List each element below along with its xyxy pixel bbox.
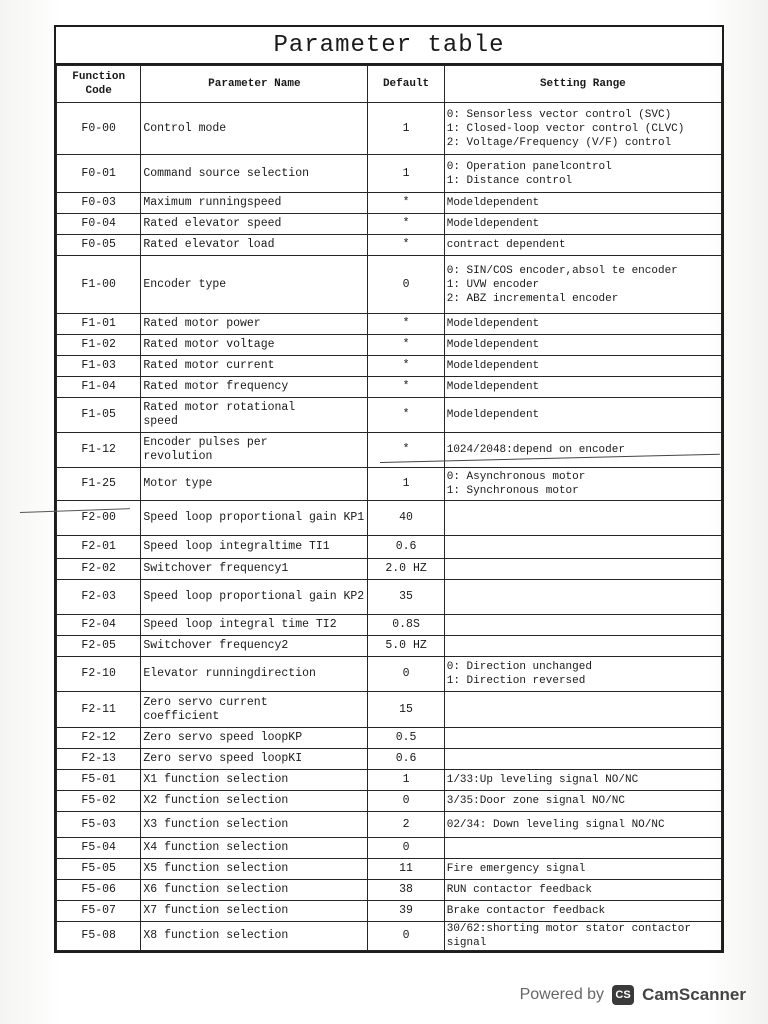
cell-setting-range xyxy=(444,536,721,559)
cell-default: 39 xyxy=(368,901,444,922)
cell-function-code: F0-04 xyxy=(57,214,141,235)
cell-setting-range: 0: Operation panelcontrol 1: Distance control xyxy=(444,155,721,193)
cell-default: 0.5 xyxy=(368,728,444,749)
cell-parameter-name: X3 function selection xyxy=(141,812,368,838)
cell-default: 40 xyxy=(368,501,444,536)
table-row xyxy=(57,468,722,501)
cell-default: 35 xyxy=(368,580,444,615)
cell-function-code: F1-01 xyxy=(57,314,141,335)
table-row xyxy=(57,559,722,580)
cell-function-code: F1-03 xyxy=(57,356,141,377)
cell-parameter-name: X5 function selection xyxy=(141,859,368,880)
cell-setting-range: Modeldependent xyxy=(444,335,721,356)
cell-function-code: F0-03 xyxy=(57,193,141,214)
cell-function-code: F2-11 xyxy=(57,692,141,728)
table-row xyxy=(57,536,722,559)
cell-default: 38 xyxy=(368,880,444,901)
cell-default: * xyxy=(368,193,444,214)
table-row xyxy=(57,657,722,692)
cell-setting-range: 0: Asynchronous motor 1: Synchronous motor xyxy=(444,468,721,501)
cell-default: 15 xyxy=(368,692,444,728)
cell-function-code: F1-05 xyxy=(57,398,141,433)
cell-default: 1 xyxy=(368,155,444,193)
table-row xyxy=(57,838,722,859)
cell-setting-range: Modeldependent xyxy=(444,214,721,235)
cell-setting-range: 02/34: Down leveling signal NO/NC xyxy=(444,812,721,838)
cell-setting-range xyxy=(444,749,721,770)
table-row xyxy=(57,256,722,314)
cell-setting-range: Modeldependent xyxy=(444,193,721,214)
cell-function-code: F2-13 xyxy=(57,749,141,770)
cell-setting-range xyxy=(444,692,721,728)
cell-default: 2.0 HZ xyxy=(368,559,444,580)
cell-default: 0 xyxy=(368,838,444,859)
cell-parameter-name: Rated motor current xyxy=(141,356,368,377)
cell-setting-range: 3/35:Door zone signal NO/NC xyxy=(444,791,721,812)
cell-default: 11 xyxy=(368,859,444,880)
cell-parameter-name: Speed loop proportional gain KP2 xyxy=(141,580,368,615)
table-row xyxy=(57,812,722,838)
table-row xyxy=(57,501,722,536)
cell-parameter-name: Speed loop integraltime TI1 xyxy=(141,536,368,559)
cell-parameter-name: Maximum runningspeed xyxy=(141,193,368,214)
cell-parameter-name: X4 function selection xyxy=(141,838,368,859)
cell-function-code: F1-04 xyxy=(57,377,141,398)
cell-setting-range xyxy=(444,838,721,859)
cell-function-code: F2-00 xyxy=(57,501,141,536)
table-body xyxy=(57,103,722,951)
cell-setting-range: Brake contactor feedback xyxy=(444,901,721,922)
cell-setting-range: 0: Direction unchanged 1: Direction reversed xyxy=(444,657,721,692)
cell-default: 1 xyxy=(368,770,444,791)
cell-function-code: F0-05 xyxy=(57,235,141,256)
table-row xyxy=(57,636,722,657)
cell-setting-range xyxy=(444,580,721,615)
cell-default: * xyxy=(368,377,444,398)
cell-setting-range: RUN contactor feedback xyxy=(444,880,721,901)
table-row xyxy=(57,235,722,256)
table-row xyxy=(57,692,722,728)
cell-default: 5.0 HZ xyxy=(368,636,444,657)
cell-parameter-name: X2 function selection xyxy=(141,791,368,812)
cell-default: 0 xyxy=(368,256,444,314)
table-row xyxy=(57,398,722,433)
cell-default: * xyxy=(368,235,444,256)
cell-setting-range xyxy=(444,501,721,536)
cell-parameter-name: X7 function selection xyxy=(141,901,368,922)
cell-function-code: F5-06 xyxy=(57,880,141,901)
cell-parameter-name: Encoder pulses per revolution xyxy=(141,433,368,468)
cell-setting-range: Modeldependent xyxy=(444,314,721,335)
table-row xyxy=(57,335,722,356)
cell-function-code: F0-00 xyxy=(57,103,141,155)
cell-parameter-name: Zero servo current coefficient xyxy=(141,692,368,728)
cell-parameter-name: Speed loop proportional gain KP1 xyxy=(141,501,368,536)
header-function-code: Function Code xyxy=(57,66,141,103)
table-row xyxy=(57,214,722,235)
table-row xyxy=(57,922,722,951)
table-row xyxy=(57,193,722,214)
page-title: Parameter table xyxy=(56,27,722,65)
cell-setting-range: 30/62:shorting motor stator contactor signal xyxy=(444,922,721,951)
cell-parameter-name: X6 function selection xyxy=(141,880,368,901)
cell-function-code: F1-12 xyxy=(57,433,141,468)
table-row xyxy=(57,901,722,922)
cell-default: 2 xyxy=(368,812,444,838)
table-header-row xyxy=(57,66,722,103)
header-default: Default xyxy=(368,66,444,103)
cell-default: 1 xyxy=(368,103,444,155)
cell-setting-range: 0: Sensorless vector control (SVC) 1: Closed-loop vector control (CLVC) 2: Voltage/Frequency (V/F) control xyxy=(444,103,721,155)
cell-default: 0.6 xyxy=(368,536,444,559)
cell-parameter-name: X1 function selection xyxy=(141,770,368,791)
cell-function-code: F1-25 xyxy=(57,468,141,501)
cell-default: * xyxy=(368,433,444,468)
cell-parameter-name: Motor type xyxy=(141,468,368,501)
cell-function-code: F2-05 xyxy=(57,636,141,657)
powered-by-text: Powered by xyxy=(519,986,605,1003)
table-row xyxy=(57,859,722,880)
cell-parameter-name: Command source selection xyxy=(141,155,368,193)
cell-function-code: F2-12 xyxy=(57,728,141,749)
cell-parameter-name: Rated elevator load xyxy=(141,235,368,256)
cell-default: 0 xyxy=(368,922,444,951)
table-row xyxy=(57,580,722,615)
cell-function-code: F2-04 xyxy=(57,615,141,636)
table-row xyxy=(57,791,722,812)
header-setting-range: Setting Range xyxy=(444,66,721,103)
header-parameter-name: Parameter Name xyxy=(141,66,368,103)
cell-setting-range: Modeldependent xyxy=(444,356,721,377)
cell-parameter-name: Elevator runningdirection xyxy=(141,657,368,692)
cell-function-code: F2-10 xyxy=(57,657,141,692)
cell-parameter-name: Rated motor frequency xyxy=(141,377,368,398)
cell-parameter-name: Rated motor power xyxy=(141,314,368,335)
cell-default: 0 xyxy=(368,791,444,812)
cell-default: 1 xyxy=(368,468,444,501)
cell-parameter-name: Rated motor voltage xyxy=(141,335,368,356)
camscanner-watermark xyxy=(520,985,746,1005)
camscanner-logo-icon: CS xyxy=(612,985,634,1005)
cell-function-code: F5-05 xyxy=(57,859,141,880)
cell-function-code: F1-00 xyxy=(57,256,141,314)
cell-parameter-name: Rated elevator speed xyxy=(141,214,368,235)
table-row xyxy=(57,615,722,636)
cell-function-code: F5-04 xyxy=(57,838,141,859)
cell-parameter-name: Switchover frequency1 xyxy=(141,559,368,580)
table-row xyxy=(57,103,722,155)
parameter-sheet xyxy=(54,25,724,953)
cell-function-code: F2-03 xyxy=(57,580,141,615)
cell-function-code: F0-01 xyxy=(57,155,141,193)
cell-function-code: F5-08 xyxy=(57,922,141,951)
table-row xyxy=(57,880,722,901)
table-row xyxy=(57,377,722,398)
cell-default: * xyxy=(368,214,444,235)
cell-setting-range xyxy=(444,636,721,657)
table-row xyxy=(57,749,722,770)
cell-function-code: F5-07 xyxy=(57,901,141,922)
table-row xyxy=(57,314,722,335)
cell-parameter-name: Rated motor rotational speed xyxy=(141,398,368,433)
cell-function-code: F1-02 xyxy=(57,335,141,356)
cell-setting-range: 0: SIN/COS encoder,absol te encoder 1: UVW encoder 2: ABZ incremental encoder xyxy=(444,256,721,314)
table-row xyxy=(57,728,722,749)
cell-setting-range: 1024/2048:depend on encoder xyxy=(444,433,721,468)
cell-parameter-name: Switchover frequency2 xyxy=(141,636,368,657)
cell-function-code: F2-01 xyxy=(57,536,141,559)
cell-parameter-name: Speed loop integral time TI2 xyxy=(141,615,368,636)
cell-parameter-name: X8 function selection xyxy=(141,922,368,951)
cell-default: 0.8S xyxy=(368,615,444,636)
table-row xyxy=(57,155,722,193)
cell-parameter-name: Zero servo speed loopKP xyxy=(141,728,368,749)
cell-parameter-name: Control mode xyxy=(141,103,368,155)
cell-default: * xyxy=(368,398,444,433)
cell-setting-range: Modeldependent xyxy=(444,398,721,433)
cell-function-code: F5-01 xyxy=(57,770,141,791)
cell-default: * xyxy=(368,335,444,356)
cell-setting-range: Fire emergency signal xyxy=(444,859,721,880)
cell-setting-range xyxy=(444,615,721,636)
table-row xyxy=(57,356,722,377)
cell-default: * xyxy=(368,356,444,377)
cell-function-code: F5-02 xyxy=(57,791,141,812)
cell-setting-range xyxy=(444,728,721,749)
cell-setting-range: contract dependent xyxy=(444,235,721,256)
cell-parameter-name: Zero servo speed loopKI xyxy=(141,749,368,770)
cell-parameter-name: Encoder type xyxy=(141,256,368,314)
camscanner-brand: CamScanner xyxy=(642,985,746,1004)
cell-function-code: F2-02 xyxy=(57,559,141,580)
cell-default: * xyxy=(368,314,444,335)
cell-setting-range xyxy=(444,559,721,580)
parameter-table xyxy=(56,65,722,951)
table-row xyxy=(57,770,722,791)
cell-default: 0 xyxy=(368,657,444,692)
cell-default: 0.6 xyxy=(368,749,444,770)
cell-function-code: F5-03 xyxy=(57,812,141,838)
cell-setting-range: Modeldependent xyxy=(444,377,721,398)
cell-setting-range: 1/33:Up leveling signal NO/NC xyxy=(444,770,721,791)
